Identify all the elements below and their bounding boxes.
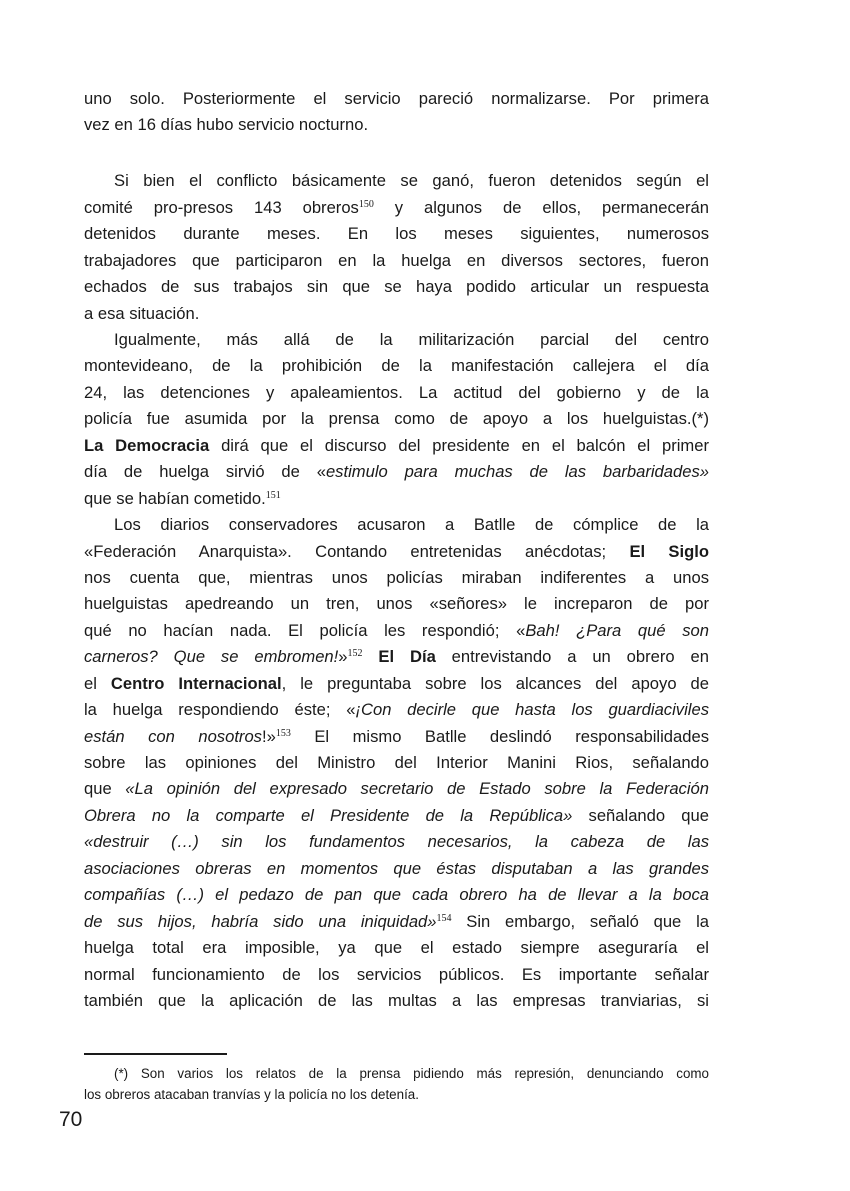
text-run: » (338, 647, 348, 667)
text-line (84, 112, 709, 138)
text-run: el (84, 673, 111, 693)
footnote (84, 1063, 709, 1105)
italic-text-run: «destruir (…) sin los fundamentos necesarios, la cabeza de las (84, 832, 709, 852)
text-run: Igualmente, más allá de la militarización parcial del centro (114, 330, 709, 349)
text-line (84, 803, 709, 829)
text-run: huelga total era imposible, ya que el estado siempre aseguraría el (84, 938, 709, 958)
text-run: sobre las opiniones del Ministro del Interior Manini Rios, señalando (84, 753, 709, 772)
text-line (84, 882, 709, 908)
italic-text-run: compañías (…) el pedazo de pan que cada obrero ha de llevar a la boca (84, 885, 709, 905)
text-line (84, 168, 709, 194)
text-run: Los diarios conservadores acusaron a Batlle de cómplice de la (114, 515, 709, 535)
text-run: también que la aplicación de las multas a las empresas tranviarias, si (84, 990, 709, 1010)
text-line (84, 433, 709, 459)
paragraph (84, 512, 709, 1014)
text-line (84, 935, 709, 961)
text-run: montevideano, de la prohibición de la manifestación callejera el día (84, 356, 709, 376)
text-line (84, 671, 709, 697)
text-line (84, 327, 709, 353)
text-run: detenidos durante meses. En los meses siguientes, numerosos (84, 224, 709, 244)
text-line (84, 248, 709, 274)
text-line (84, 380, 709, 406)
footnote-line: (*) Son varios los relatos de la prensa pidiendo más represión, denunciando como (114, 1066, 709, 1081)
italic-text-run: asociaciones obreras en momentos que éstas disputaban a las grandes (84, 858, 709, 878)
text-run: que (84, 779, 126, 799)
text-run: trabajadores que participaron en la huelga en diversos sectores, fueron (84, 250, 709, 270)
bold-text-run: El Siglo (629, 541, 709, 561)
italic-text-run: Obrera no la comparte el Presidente de la República» (84, 805, 573, 825)
text-line (84, 750, 709, 776)
italic-text-run: de sus hijos, habría sido una iniquidad» (84, 911, 437, 931)
text-line (84, 539, 709, 565)
text-line (84, 459, 709, 485)
body-text (84, 86, 709, 1014)
text-line (84, 988, 709, 1014)
text-run: qué no hacían nada. El policía les respondió; « (84, 620, 526, 640)
italic-text-run: «La opinión del expresado secretario de Estado sobre la Federación (125, 779, 710, 799)
text-run: vez en 16 días hubo servicio nocturno. (84, 115, 369, 135)
text-run: !» (261, 726, 276, 746)
paragraph (84, 327, 709, 512)
text-line (84, 195, 709, 221)
text-run: Si bien el conflicto básicamente se ganó, fueron detenidos según el (114, 171, 709, 191)
paragraph (84, 86, 709, 139)
text-line (84, 591, 709, 617)
text-run: El mismo Batlle deslindó responsabilidades (290, 726, 709, 746)
footnote-reference: 154 (436, 912, 452, 924)
text-line (84, 353, 709, 379)
text-line (84, 856, 709, 882)
italic-text-run: están con nosotros (84, 726, 262, 746)
text-run: uno solo. Posteriormente el servicio pareció normalizarse. Por primera (84, 89, 709, 108)
text-line (84, 697, 709, 723)
footnote-reference: 152 (347, 648, 363, 660)
text-run: entrevistando a un obrero en (435, 647, 709, 667)
text-run: y algunos de ellos, permanecerán (373, 197, 710, 217)
text-run: nos cuenta que, mientras unos policías miraban indiferentes a unos (84, 567, 709, 587)
text-run: la huelga respondiendo éste; « (84, 700, 356, 720)
text-run: , le preguntaba sobre los alcances del apoyo de (281, 673, 710, 693)
text-run: normal funcionamiento de los servicios públicos. Es importante señalar (84, 964, 709, 984)
text-run (363, 647, 379, 666)
italic-text-run: estimulo para muchas de las barbaridades» (325, 462, 709, 482)
text-line (84, 724, 709, 750)
text-run: policía fue asumida por la prensa como de apoyo a los huelguistas.(*) (84, 409, 709, 429)
footnote-reference: 153 (275, 727, 291, 739)
footnote-reference: 151 (265, 489, 281, 501)
text-line (84, 909, 709, 935)
paragraph (84, 168, 709, 327)
footnote-separator (84, 1053, 227, 1055)
text-line (84, 221, 709, 247)
italic-text-run: Bah! ¿Para qué son (525, 620, 710, 640)
text-run: comité pro-presos 143 obreros (84, 197, 359, 217)
text-run: señalando que (572, 805, 709, 825)
text-line (84, 512, 709, 538)
footnote-line: los obreros atacaban tranvías y la policía no los detenía. (84, 1087, 419, 1102)
text-run: huelguistas apedreando un tren, unos «señores» le increparon de por (84, 594, 709, 614)
text-line (84, 776, 709, 802)
text-run: 24, las detenciones y apaleamientos. La actitud del gobierno y de la (84, 382, 709, 402)
text-run: día de huelga sirvió de « (84, 462, 326, 482)
text-run: «Federación Anarquista». Contando entretenidas anécdotas; (84, 541, 630, 561)
text-line (84, 274, 709, 300)
text-line (84, 644, 709, 670)
italic-text-run: carneros? Que se embromen! (84, 647, 339, 667)
bold-text-run: El Día (378, 647, 436, 667)
bold-text-run: Centro Internacional (110, 673, 282, 693)
text-line (84, 565, 709, 591)
text-run: a esa situación. (84, 303, 200, 323)
text-line (84, 486, 709, 512)
text-line (84, 301, 709, 327)
text-run: echados de sus trabajos sin que se haya podido articular un respuesta (84, 277, 709, 297)
text-line (84, 618, 709, 644)
text-run: dirá que el discurso del presidente en el balcón el primer (209, 435, 709, 455)
text-run: Sin embargo, señaló que la (451, 911, 709, 931)
italic-text-run: ¡Con decirle que hasta los guardiaciviles (355, 700, 709, 720)
bold-text-run: La Democracia (84, 435, 210, 455)
text-line (84, 962, 709, 988)
text-line (84, 86, 709, 112)
text-line (84, 406, 709, 432)
page-number: 70 (59, 1108, 83, 1131)
text-run: que se habían cometido. (84, 488, 266, 508)
text-line (84, 829, 709, 855)
footnote-reference: 150 (358, 198, 374, 210)
